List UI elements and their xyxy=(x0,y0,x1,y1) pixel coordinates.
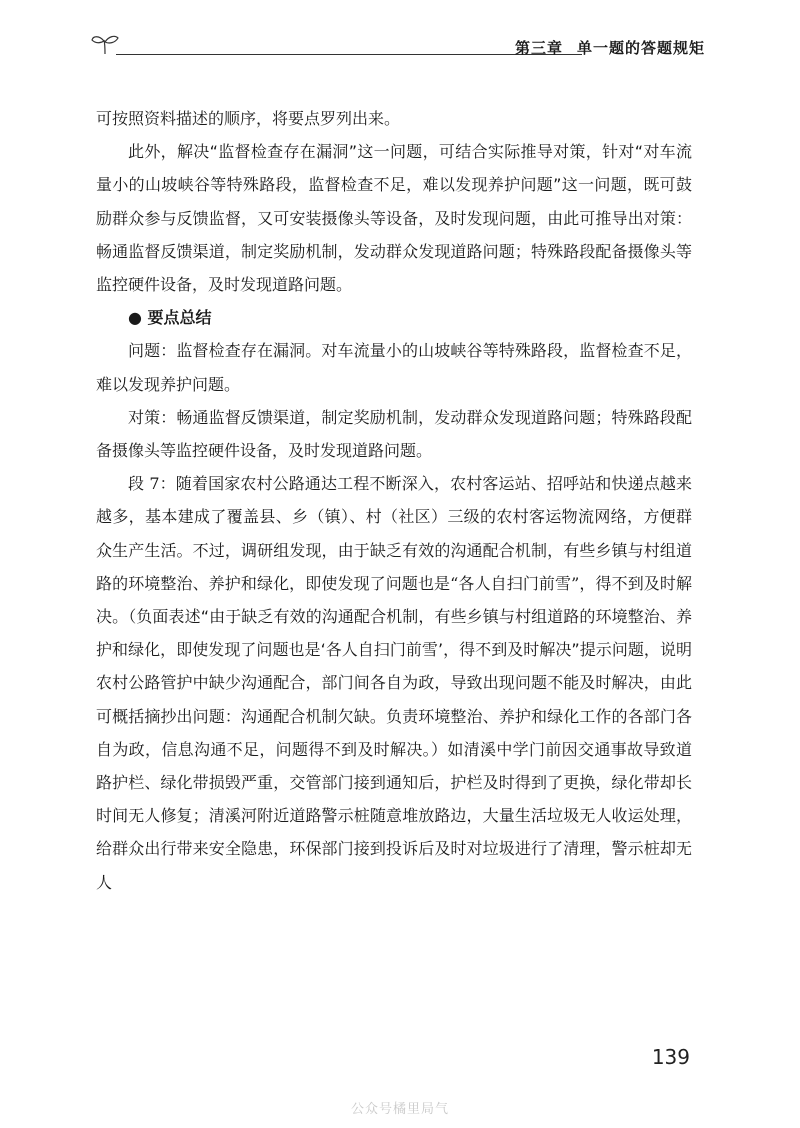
watermark: 公众号橘里局气 xyxy=(350,1102,449,1117)
section-7-text: 段 7：随着国家农村公路通达工程不断深入，农村客运站、招呼站和快递点越来越多，基本建成了覆盖县、乡（镇）、村（社区）三级的农村客运物流网络，方便群众生产生活。不过，调研组发现，由于缺乏有效的沟通配合机制，有些乡镇与村组道路的环境整治、养护和绿化，即使发现了问题也是“各人自扫门前雪”，得不到及时解决。 xyxy=(96,474,692,627)
paragraph-section-7 xyxy=(96,467,692,899)
section-7-continuation: 如清溪中学门前因交通事故导致道路护栏、绿化带损毁严重，交管部门接到通知后，护栏及时得到了更换，绿化带却长时间无人修复；清溪河附近道路警示桩随意堆放路边，大量生活垃圾无人收运处理，给群众出行带来安全隐患，环保部门接到投诉后及时对垃圾进行了清理，警示桩却无人 xyxy=(96,739,692,892)
paragraph-countermeasure: 对策：畅通监督反馈渠道，制定奖励机制，发动群众发现道路问题；特殊路段配备摄像头等监控硬件设备，及时发现道路问题。 xyxy=(96,407,692,461)
sprout-icon xyxy=(90,32,120,56)
chapter-number: 第三章 xyxy=(514,39,563,57)
running-header xyxy=(90,30,705,60)
chapter-title: 单一题的答题规矩 xyxy=(576,39,705,57)
paragraph-2: 此外，解决“监督检查存在漏洞”这一问题，可结合实际推导对策，针对“对车流量小的山坡峡谷等特殊路段，监督检查不足，难以发现养护问题”这一问题，既可鼓励群众参与反馈监督，又可安装摄像头等设备，及时发现问题，由此可推导出对策：畅通监督反馈渠道，制定奖励机制，发动群众发现道路问题；特殊路段配备摄像头等监控硬件设备，及时发现道路问题。 xyxy=(96,142,692,295)
page-number: 139 xyxy=(651,1045,690,1069)
paragraph-1: 可按照资料描述的顺序，将要点罗列出来。 xyxy=(96,109,401,128)
header-rule xyxy=(116,54,582,55)
section-7-annotation: （负面表述“由于缺乏有效的沟通配合机制，有些乡镇与村组道路的环境整治、养护和绿化，即使发现了问题也是‘各人自扫门前雪’，得不到及时解决”提示问题，说明农村公路管护中缺少沟通配合，部门间各自为政，导致出现问题不能及时解决，由此可概括摘抄出问题：沟通配合机制欠缺。负责环境整治、养护和绿化工作的各部门各自为政，信息沟通不足，问题得不到及时解决。） xyxy=(96,607,692,759)
summary-heading: ● 要点总结 xyxy=(128,308,212,328)
chapter-heading xyxy=(515,37,705,58)
paragraph-problem: 问题：监督检查存在漏洞。对车流量小的山坡峡谷等特殊路段，监督检查不足，难以发现养护问题。 xyxy=(96,341,692,394)
body-text xyxy=(96,102,692,899)
